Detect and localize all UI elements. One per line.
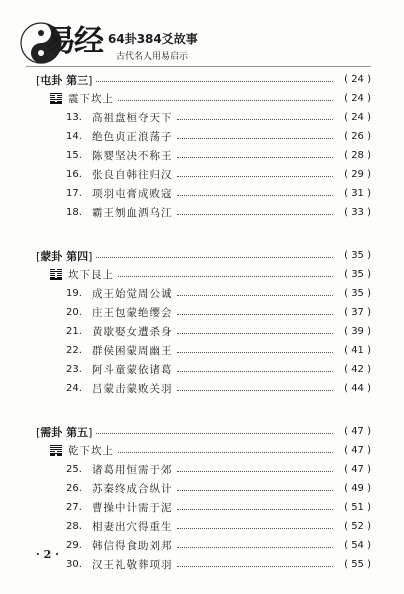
toc-story-row[interactable]: [26, 536, 371, 555]
story-title: 项羽屯膏成败寇: [92, 188, 173, 200]
story-title: 绝色贞正浪荡子: [92, 131, 173, 143]
toc-story-row[interactable]: [26, 555, 371, 574]
dot-leader: [177, 176, 334, 177]
book-brand-title: 易经: [46, 24, 102, 59]
story-title: 陈婴坚决不称王: [92, 150, 173, 162]
toc-story-row[interactable]: [26, 146, 371, 165]
dot-leader: [118, 452, 333, 453]
toc-story-row[interactable]: [26, 379, 371, 398]
toc-story-row[interactable]: [26, 108, 371, 127]
story-number: 21.: [66, 326, 82, 337]
toc-story-row[interactable]: [26, 360, 371, 379]
toc-story-row[interactable]: [26, 184, 371, 203]
toc-story-row[interactable]: [26, 322, 371, 341]
story-number: 27.: [66, 502, 82, 513]
page-ref: ( 33 ): [344, 207, 371, 218]
page-ref: ( 52 ): [344, 521, 371, 532]
series-title: 64卦384爻故事: [108, 32, 198, 46]
page-ref: ( 47 ): [344, 426, 371, 437]
broken-line: [50, 454, 62, 455]
story-number: 26.: [66, 483, 82, 494]
dot-leader: [177, 390, 334, 391]
toc-section-zhun: [26, 70, 371, 222]
hexagram-icon: [50, 269, 62, 280]
page-ref: ( 31 ): [344, 188, 371, 199]
story-number: 29.: [66, 540, 82, 551]
story-title: 黄歇娶女遭杀身: [92, 326, 173, 338]
dot-leader: [177, 547, 334, 548]
dot-leader: [118, 100, 333, 101]
story-title: 霸王刎血洒乌江: [92, 207, 173, 219]
story-title: 相妻出穴得重生: [92, 521, 173, 533]
page-ref: ( 47 ): [344, 464, 371, 475]
story-title: 成王始觉周公诚: [92, 288, 173, 300]
dot-leader: [177, 509, 334, 510]
chapter-title: 需卦 第五: [40, 425, 89, 439]
hexagram-icon: [50, 93, 62, 104]
page-ref: ( 49 ): [344, 483, 371, 494]
story-title: 高祖盘桓夺天下: [92, 112, 173, 124]
story-title: 曹操中计需于泥: [92, 502, 173, 514]
series-subtitle: 古代名人用易启示: [116, 52, 189, 62]
toc-trigram-row[interactable]: [26, 441, 371, 460]
toc-story-row[interactable]: [26, 203, 371, 222]
dot-leader: [177, 471, 334, 472]
page-ref: ( 35 ): [344, 250, 371, 261]
toc-section-xu: [26, 422, 371, 574]
page-ref: ( 35 ): [344, 288, 371, 299]
page-ref: ( 47 ): [344, 445, 371, 456]
dot-leader: [177, 352, 334, 353]
toc-story-row[interactable]: [26, 127, 371, 146]
story-number: 15.: [66, 150, 82, 161]
toc-story-row[interactable]: [26, 303, 371, 322]
page-ref: ( 41 ): [344, 345, 371, 356]
toc-trigram-row[interactable]: [26, 89, 371, 108]
solid-line: [50, 278, 62, 279]
dot-leader: [177, 566, 334, 567]
story-title: 群侯困蒙周幽王: [92, 345, 173, 357]
story-number: 25.: [66, 464, 82, 475]
toc-trigram-row[interactable]: [26, 265, 371, 284]
story-number: 30.: [66, 559, 82, 570]
toc-story-row[interactable]: [26, 165, 371, 184]
page-ref: ( 24 ): [344, 93, 371, 104]
chapter-title: 蒙卦 第四: [40, 249, 89, 263]
page-ref: ( 42 ): [344, 364, 371, 375]
dot-leader: [177, 157, 334, 158]
story-title: 庄王包蒙绝缨会: [92, 307, 173, 319]
story-title: 汉王礼敬葬项羽: [92, 559, 173, 571]
dot-leader: [177, 119, 334, 120]
dot-leader: [177, 295, 334, 296]
chapter-title: 屯卦 第三: [40, 73, 89, 87]
story-number: 24.: [66, 383, 82, 394]
dot-leader: [96, 81, 333, 82]
story-number: 14.: [66, 131, 82, 142]
story-number: 16.: [66, 169, 82, 180]
dot-leader: [118, 276, 333, 277]
dot-leader: [177, 314, 334, 315]
page-number: · 2 ·: [36, 548, 59, 561]
page-ref: ( 26 ): [344, 131, 371, 142]
dot-leader: [177, 195, 334, 196]
story-number: 28.: [66, 521, 82, 532]
story-title: 韩信得食助刘邦: [92, 540, 173, 552]
trigram-label: 乾下坎上: [68, 445, 114, 457]
toc-story-row[interactable]: [26, 284, 371, 303]
header-divider: [26, 66, 371, 67]
table-of-contents: [26, 70, 371, 574]
story-title: 阿斗童蒙依诸葛: [92, 364, 173, 376]
story-number: 13.: [66, 112, 82, 123]
toc-section-meng: [26, 246, 371, 398]
page-ref: ( 44 ): [344, 383, 371, 394]
page-ref: ( 39 ): [344, 326, 371, 337]
page-ref: ( 24 ): [344, 74, 371, 85]
page-ref: ( 29 ): [344, 169, 371, 180]
dot-leader: [177, 490, 334, 491]
story-title: 苏秦终成合纵计: [92, 483, 173, 495]
dot-leader: [96, 433, 333, 434]
dot-leader: [177, 528, 334, 529]
dot-leader: [177, 138, 334, 139]
page-ref: ( 35 ): [344, 269, 371, 280]
page-ref: ( 28 ): [344, 150, 371, 161]
toc-story-row[interactable]: [26, 460, 371, 479]
toc-story-row[interactable]: [26, 498, 371, 517]
dot-leader: [177, 371, 334, 372]
story-title: 诸葛用恒需于郊: [92, 464, 173, 476]
toc-chapter-heading[interactable]: [蒙卦 第四] ( 35 ): [36, 249, 371, 263]
story-title: 吕蒙击蒙败关羽: [92, 383, 173, 395]
toc-story-row[interactable]: [26, 479, 371, 498]
story-number: 23.: [66, 364, 82, 375]
trigram-label: 坎下艮上: [68, 269, 114, 281]
page-ref: ( 51 ): [344, 502, 371, 513]
toc-chapter-heading[interactable]: [需卦 第五] ( 47 ): [36, 425, 371, 439]
hexagram-icon: [50, 445, 62, 456]
toc-chapter-heading[interactable]: [屯卦 第三] ( 24 ): [36, 73, 371, 87]
story-number: 20.: [66, 307, 82, 318]
page-ref: ( 24 ): [344, 112, 371, 123]
dot-leader: [177, 333, 334, 334]
trigram-label: 震下坎上: [68, 93, 114, 105]
dot-leader: [96, 257, 333, 258]
dot-leader: [177, 214, 334, 215]
toc-story-row[interactable]: [26, 517, 371, 536]
page-ref: ( 55 ): [344, 559, 371, 570]
story-number: 19.: [66, 288, 82, 299]
story-number: 22.: [66, 345, 82, 356]
story-number: 17.: [66, 188, 82, 199]
toc-story-row[interactable]: [26, 341, 371, 360]
solid-line: [50, 102, 62, 103]
page-ref: ( 54 ): [344, 540, 371, 551]
story-title: 张良自韩往归汉: [92, 169, 173, 181]
page-ref: ( 37 ): [344, 307, 371, 318]
story-number: 18.: [66, 207, 82, 218]
